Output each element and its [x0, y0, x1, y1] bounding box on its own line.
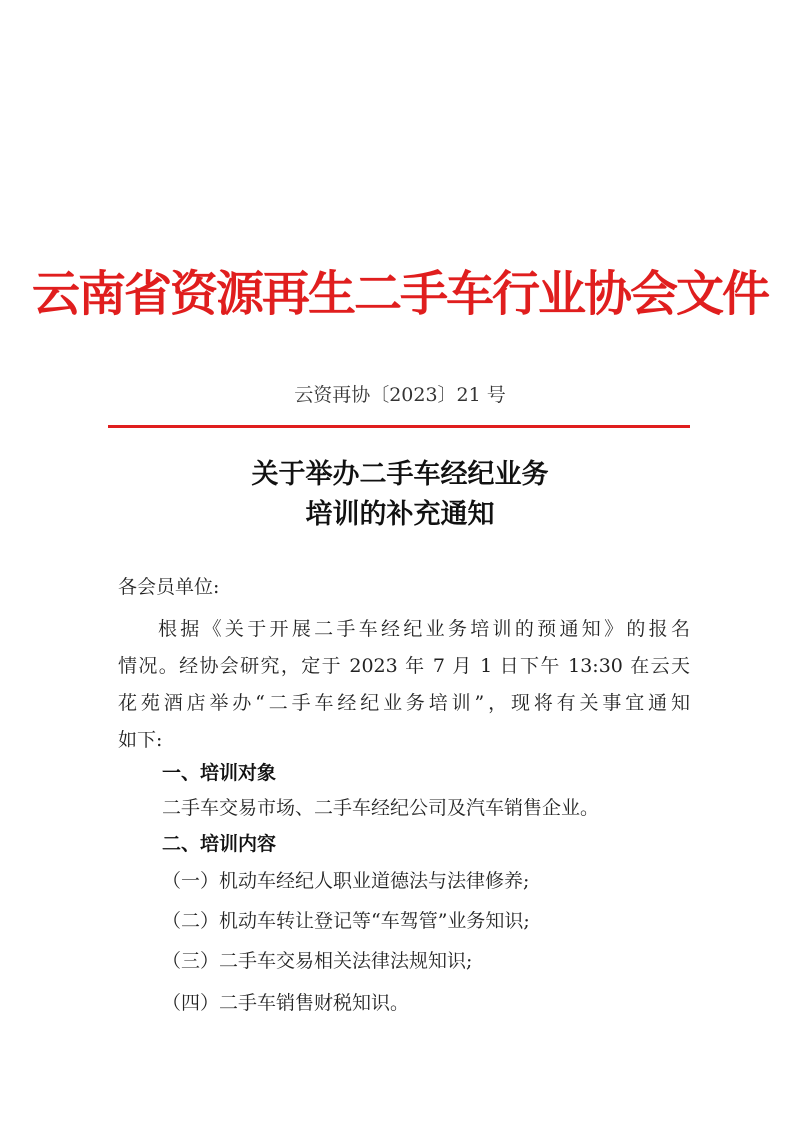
- training-content-item: （一）机动车经纪人职业道德法与法律修养;: [162, 870, 530, 892]
- training-targets-text: 二手车交易市场、二手车经纪公司及汽车销售企业。: [162, 797, 600, 819]
- paragraph-line: 花苑酒店举办“二手车经纪业务培训”，现将有关事宜通知: [118, 692, 690, 714]
- section-heading-training-targets: 一、培训对象: [162, 762, 277, 784]
- notice-title-line-1: 关于举办二手车经纪业务: [251, 459, 549, 490]
- paragraph-line: 根据《关于开展二手车经纪业务培训的预通知》的报名: [158, 618, 690, 640]
- intro-paragraph: [118, 611, 690, 759]
- org-file-title: 云南省资源再生二手车行业协会文件: [31, 266, 768, 322]
- document-number: 云资再协〔2023〕21 号: [294, 384, 506, 406]
- training-content-item: （二）机动车转让登记等“车驾管”业务知识;: [162, 910, 530, 932]
- paragraph-line: 如下:: [118, 729, 163, 751]
- salutation: 各会员单位:: [118, 576, 220, 598]
- training-content-item: （三）二手车交易相关法律法规知识;: [162, 950, 473, 972]
- paragraph-line: 情况。经协会研究，定于 2023 年 7 月 1 日下午 13:30 在云天: [118, 655, 690, 677]
- notice-title-line-2: 培训的补充通知: [305, 499, 495, 530]
- red-divider-line: [108, 425, 690, 428]
- training-content-item: （四）二手车销售财税知识。: [162, 992, 410, 1014]
- section-heading-training-content: 二、培训内容: [162, 833, 277, 855]
